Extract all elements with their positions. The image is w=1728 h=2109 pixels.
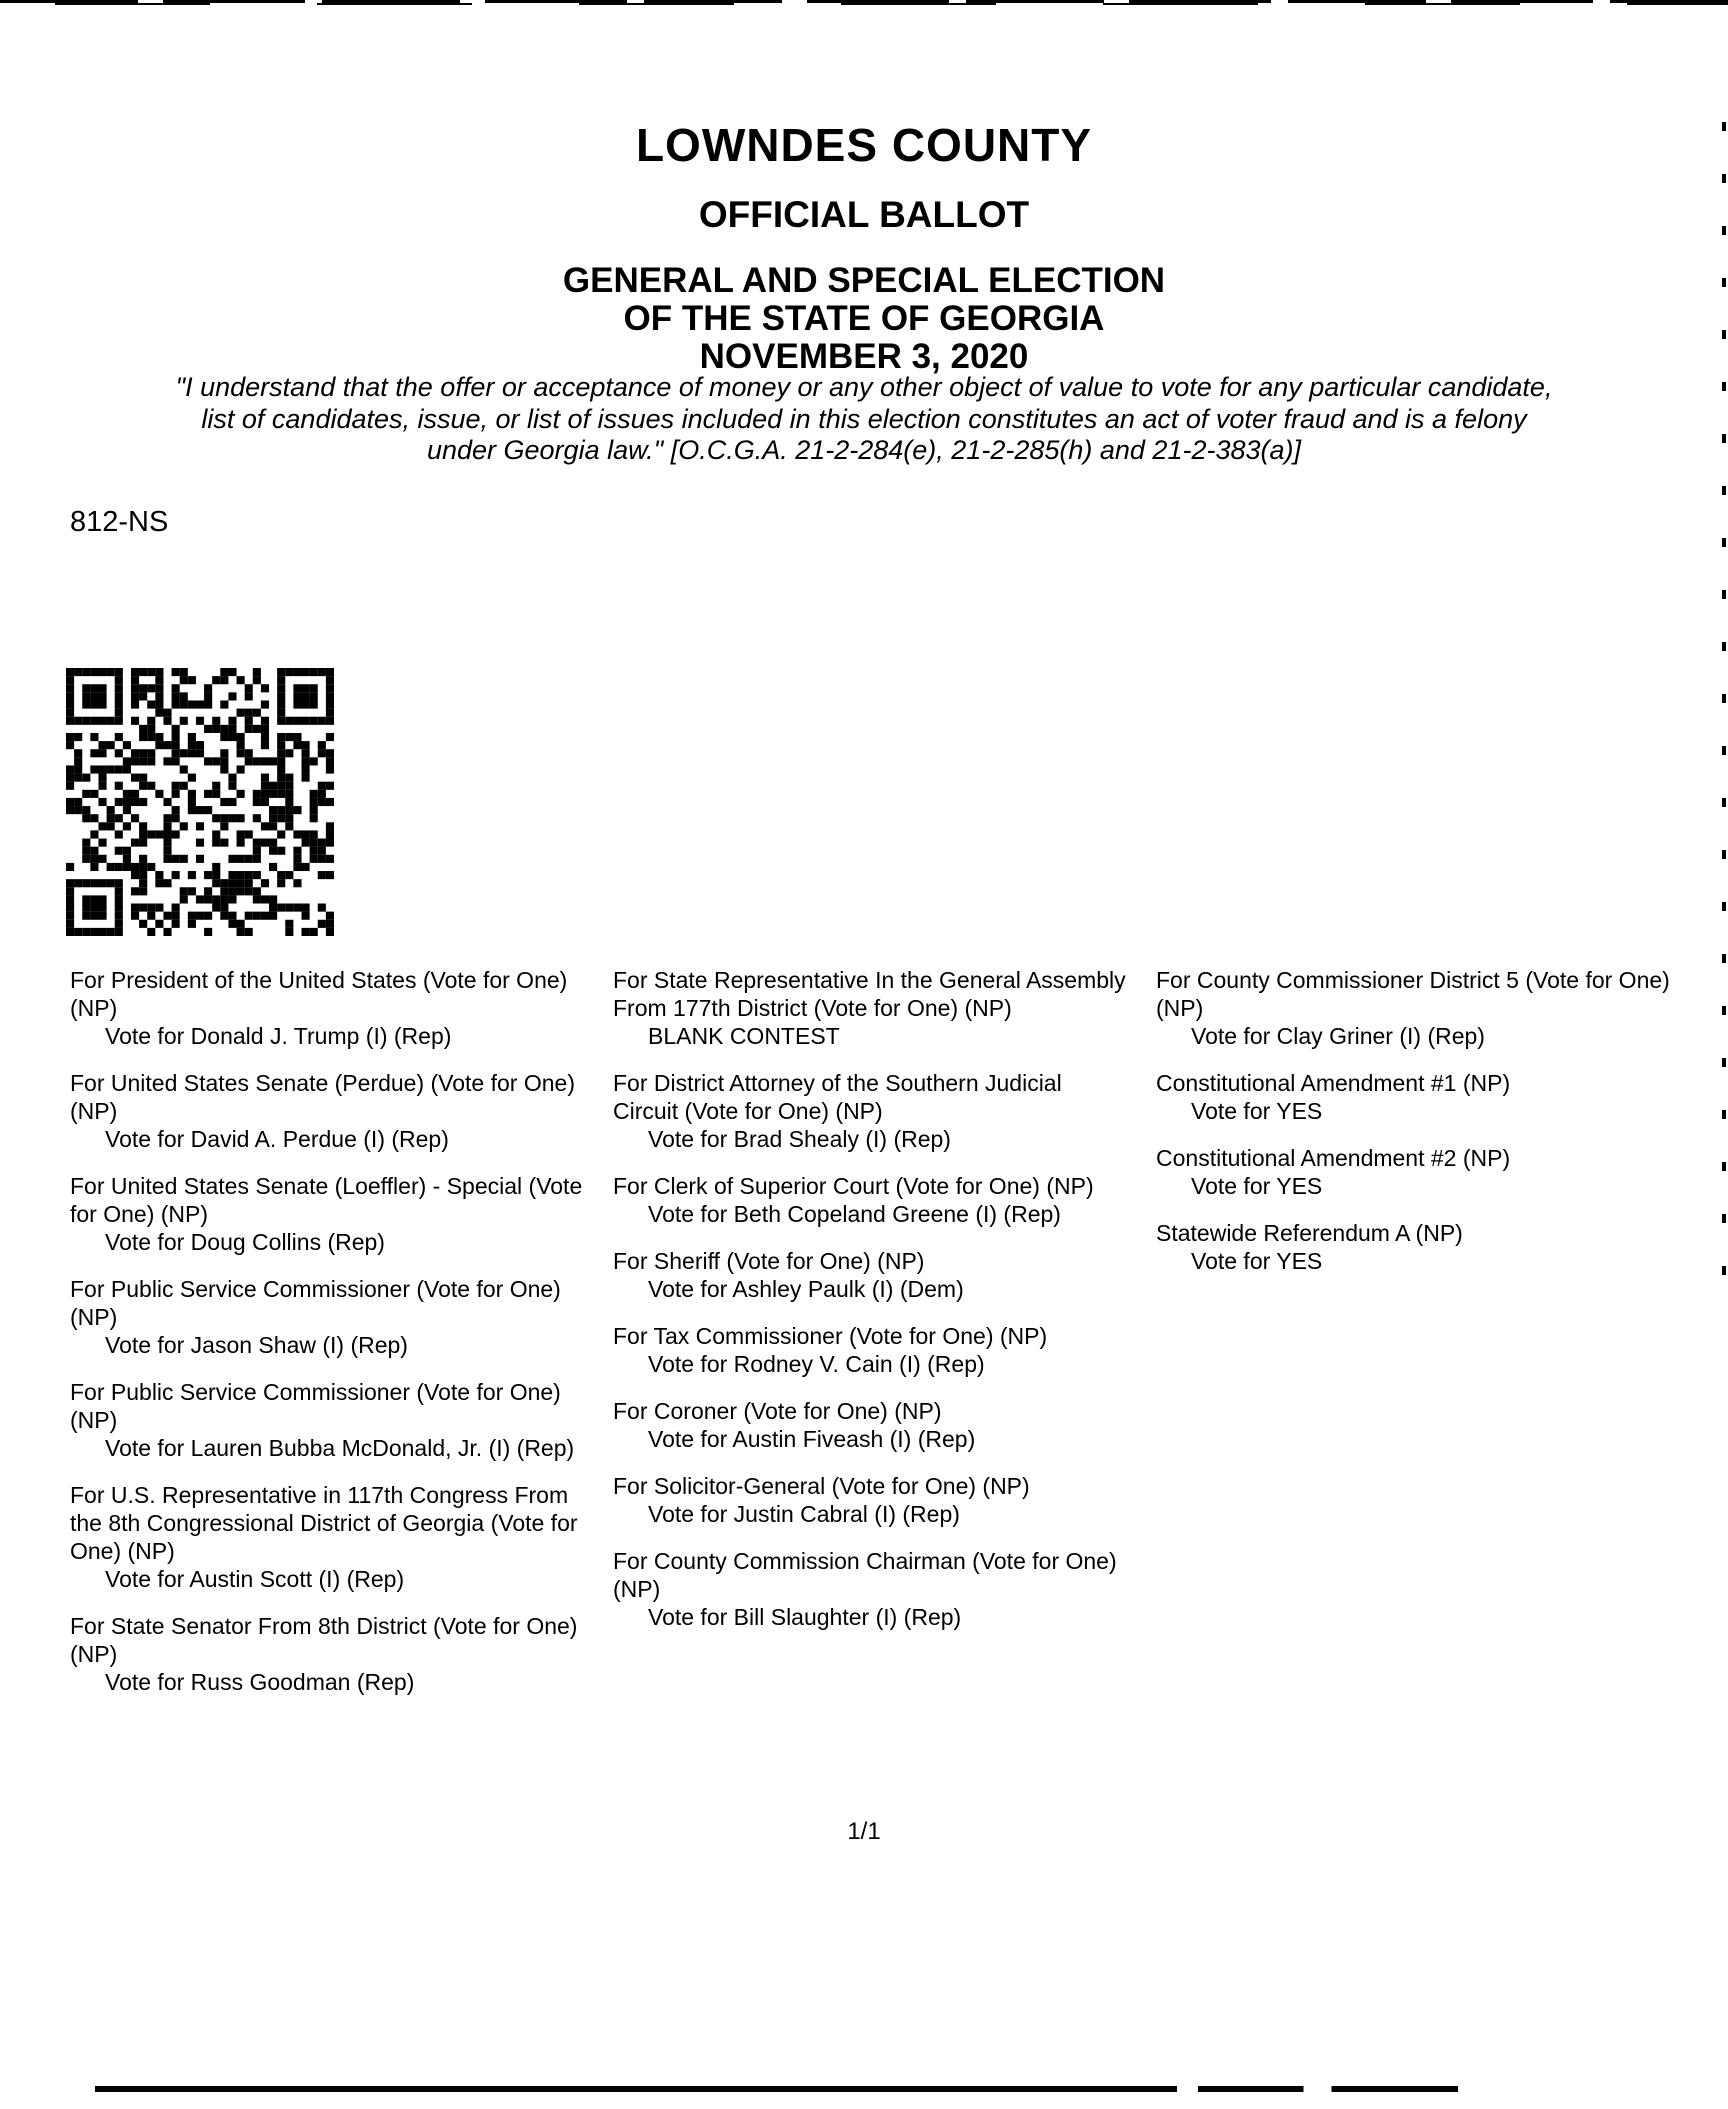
contest-office: For Sheriff (Vote for One) (NP) bbox=[613, 1248, 925, 1274]
contest-vote: Vote for Justin Cabral (I) (Rep) bbox=[648, 1501, 960, 1527]
contest-office: For President of the United States (Vote for One) (NP) bbox=[70, 967, 568, 1021]
contest-vote: Vote for Jason Shaw (I) (Rep) bbox=[105, 1332, 408, 1358]
contest-office: For Public Service Commissioner (Vote for One) (NP) bbox=[70, 1379, 561, 1433]
election-name-line1: GENERAL AND SPECIAL ELECTION bbox=[562, 261, 1166, 300]
contest-vote: Vote for YES bbox=[1191, 1098, 1323, 1124]
contest-office: For County Commission Chairman (Vote for One) (NP) bbox=[613, 1548, 1117, 1602]
contest-vote: Vote for David A. Perdue (I) (Rep) bbox=[105, 1126, 449, 1152]
contest-column-2 bbox=[613, 966, 1128, 1715]
contest bbox=[613, 1172, 1128, 1228]
contest bbox=[70, 1481, 585, 1593]
contest-office: For Coroner (Vote for One) (NP) bbox=[613, 1398, 942, 1424]
contest-office: For United States Senate (Loeffler) - Special (Vote for One) (NP) bbox=[70, 1173, 583, 1227]
voter-fraud-disclaimer bbox=[64, 372, 1664, 467]
county-title: LOWNDES COUNTY bbox=[635, 119, 1093, 171]
contest-columns bbox=[70, 966, 1671, 1715]
contest-office: For Public Service Commissioner (Vote for One) (NP) bbox=[70, 1276, 561, 1330]
contest-column-1 bbox=[70, 966, 585, 1715]
contest-vote: Vote for YES bbox=[1191, 1248, 1323, 1274]
contest bbox=[613, 1322, 1128, 1378]
contest-office: For United States Senate (Perdue) (Vote for One) (NP) bbox=[70, 1070, 575, 1124]
contest bbox=[70, 1612, 585, 1696]
contest bbox=[70, 966, 585, 1050]
contest bbox=[613, 1069, 1128, 1153]
contest-office: For Tax Commissioner (Vote for One) (NP) bbox=[613, 1323, 1048, 1349]
contest bbox=[70, 1275, 585, 1359]
contest-office: For County Commissioner District 5 (Vote for One) (NP) bbox=[1156, 967, 1670, 1021]
contest bbox=[1156, 1219, 1671, 1275]
contest-office: For U.S. Representative in 117th Congress From the 8th Congressional District of Georgia (Vote for One) (NP) bbox=[70, 1482, 578, 1564]
qr-code-icon bbox=[66, 668, 334, 936]
contest-office: Statewide Referendum A (NP) bbox=[1156, 1220, 1463, 1246]
contest bbox=[613, 1472, 1128, 1528]
contest-office: For State Representative In the General Assembly From 177th District (Vote for One) (NP) bbox=[613, 967, 1126, 1021]
contest bbox=[70, 1172, 585, 1256]
contest-office: For District Attorney of the Southern Judicial Circuit (Vote for One) (NP) bbox=[613, 1070, 1062, 1124]
contest bbox=[613, 1247, 1128, 1303]
contest-vote: Vote for Clay Griner (I) (Rep) bbox=[1191, 1023, 1485, 1049]
contest-vote: Vote for Doug Collins (Rep) bbox=[105, 1229, 385, 1255]
contest-vote: Vote for Ashley Paulk (I) (Dem) bbox=[648, 1276, 964, 1302]
contest bbox=[613, 1397, 1128, 1453]
election-name-line2: OF THE STATE OF GEORGIA bbox=[623, 299, 1105, 338]
contest-vote: Vote for Austin Fiveash (I) (Rep) bbox=[648, 1426, 976, 1452]
contest bbox=[70, 1069, 585, 1153]
contest bbox=[613, 1547, 1128, 1631]
contest bbox=[70, 1378, 585, 1462]
contest-vote: Vote for Austin Scott (I) (Rep) bbox=[105, 1566, 405, 1592]
contest-vote: Vote for Brad Shealy (I) (Rep) bbox=[648, 1126, 951, 1152]
contest bbox=[613, 966, 1128, 1050]
contest-vote: BLANK CONTEST bbox=[648, 1023, 840, 1049]
contest-office: Constitutional Amendment #2 (NP) bbox=[1156, 1145, 1511, 1171]
contest-vote: Vote for Beth Copeland Greene (I) (Rep) bbox=[648, 1201, 1061, 1227]
ballot-title: OFFICIAL BALLOT bbox=[698, 194, 1030, 235]
scan-artifact-top-edge bbox=[0, 0, 1728, 7]
ballot-header bbox=[0, 118, 1728, 376]
election-date: NOVEMBER 3, 2020 bbox=[699, 337, 1029, 376]
contest-office: For Clerk of Superior Court (Vote for One) (NP) bbox=[613, 1173, 1094, 1199]
contest bbox=[1156, 1144, 1671, 1200]
page-number: 1/1 bbox=[847, 1818, 881, 1845]
ballot-style-code: 812-NS bbox=[70, 506, 169, 538]
contest-vote: Vote for Donald J. Trump (I) (Rep) bbox=[105, 1023, 452, 1049]
contest-column-3 bbox=[1156, 966, 1671, 1715]
scan-artifact-bottom-edge bbox=[95, 2086, 1500, 2092]
disclaimer-line-3: under Georgia law." [O.C.G.A. 21-2-284(e), 21-2-285(h) and 21-2-383(a)] bbox=[426, 435, 1302, 465]
contest-office: Constitutional Amendment #1 (NP) bbox=[1156, 1070, 1511, 1096]
contest-vote: Vote for Bill Slaughter (I) (Rep) bbox=[648, 1604, 962, 1630]
contest-vote: Vote for Russ Goodman (Rep) bbox=[105, 1669, 415, 1695]
contest-vote: Vote for Rodney V. Cain (I) (Rep) bbox=[648, 1351, 985, 1377]
disclaimer-line-2: list of candidates, issue, or list of issues included in this election constitutes an act of voter fraud and is a felony bbox=[201, 403, 1527, 434]
contest-office: For Solicitor-General (Vote for One) (NP) bbox=[613, 1473, 1030, 1499]
contest bbox=[1156, 966, 1671, 1050]
disclaimer-line-1: "I understand that the offer or acceptance of money or any other object of value to vote for any particular candidate, bbox=[175, 372, 1553, 402]
contest bbox=[1156, 1069, 1671, 1125]
contest-office: For State Senator From 8th District (Vote for One) (NP) bbox=[70, 1613, 578, 1667]
contest-vote: Vote for Lauren Bubba McDonald, Jr. (I) (Rep) bbox=[105, 1435, 575, 1461]
contest-vote: Vote for YES bbox=[1191, 1173, 1323, 1199]
